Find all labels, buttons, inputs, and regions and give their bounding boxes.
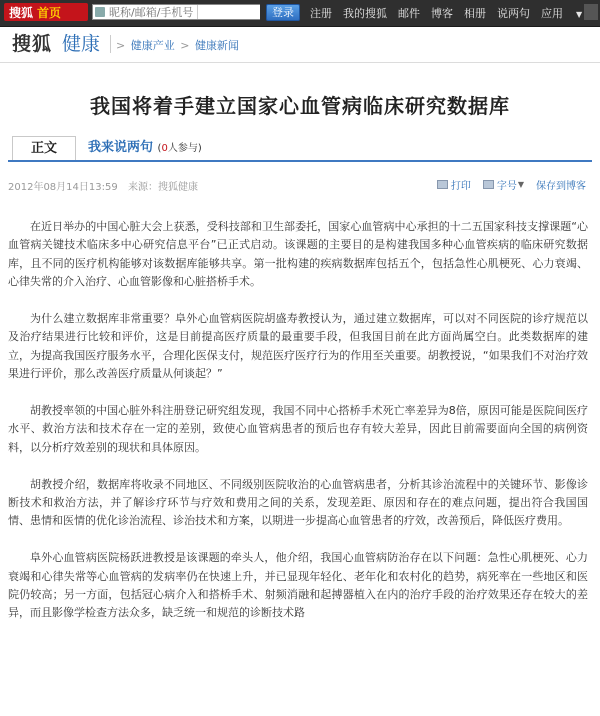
tab-main-text[interactable]: 正文	[12, 136, 76, 160]
article-paragraph: 胡教授介绍，数据库将收录不同地区、不同级别医院收治的心血管病患者，分析其诊治流程中的关键环节、影像诊断技术和救治方法，并了解诊疗环节与疗效和费用之间的关系，发现差距、原因和存在的难点问题，提出符合我国国情、患情和医情的优化诊治流程、诊治技术和方案，以期进一步提高心血管患者的疗效，改善预后，降低医疗费用。	[8, 477, 588, 528]
breadcrumb	[114, 37, 239, 53]
comment-count: (0人参与)	[157, 143, 202, 154]
font-size-icon	[483, 180, 494, 189]
scrollbar-corner[interactable]	[584, 4, 598, 20]
mail-link[interactable]: 邮件	[398, 7, 420, 20]
article-body	[8, 218, 588, 641]
print-icon	[437, 180, 448, 189]
blog-link[interactable]: 博客	[431, 7, 453, 20]
article-paragraph: 在近日举办的中国心脏大会上获悉，受科技部和卫生部委托，国家心血管病中心承担的十二五国家科技支撑课题“心血管病关键技术临床多中心研究信息平台”已正式启动。该课题的主要目的是构建我国多种心血管疾病的临床研究数据库，且不同的医疗机构能够对该数据库能够共享。第一批构建的疾病数据库包括五个，包括急性心肌梗死、心力衰竭、心律失常的介入治疗、心血管影像和心脏搭桥手术。	[8, 220, 588, 289]
save-to-blog-button[interactable]	[536, 177, 586, 192]
apps-label: 应用	[541, 7, 563, 20]
username-input[interactable]	[109, 5, 193, 19]
login-button[interactable]: 登录	[266, 4, 300, 21]
article-paragraph: 为什么建立数据库非常重要？阜外心血管病医院胡盛寿教授认为，通过建立数据库，可以对不同医院的诊疗规范以及治疗结果进行比较和评价，这是目前提高医疗质量的最重要手段，但我国目前在此方面尚属空白。此类数据库的建立，为提高我国医疗服务水平，合理化医保支付，规范医疗医疗行为的作用至关重要。胡教授说，“如果我们不对治疗效果进行评价，那么改善医疗质量从何谈起？”	[8, 312, 588, 381]
publish-date: 2012年08月14日13:59	[8, 182, 118, 193]
health-channel-logo[interactable]: 健康	[62, 33, 101, 55]
top-links	[310, 0, 593, 26]
album-link[interactable]: 相册	[464, 7, 486, 20]
breadcrumb-separator: >	[180, 39, 190, 52]
article-title: 我国将着手建立国家心血管病临床研究数据库	[90, 94, 510, 118]
my-sohu-link[interactable]: 我的搜狐	[343, 7, 387, 20]
breadcrumb-news[interactable]: 健康新闻	[194, 39, 239, 52]
top-bar	[0, 0, 600, 27]
password-input[interactable]	[197, 5, 260, 19]
sohu-home-link[interactable]	[4, 3, 88, 21]
sohu-logo: 搜狐	[9, 5, 34, 20]
user-icon	[95, 7, 105, 17]
chevron-down-icon: ▼	[576, 10, 583, 19]
article-tools	[425, 177, 586, 192]
tab-comments[interactable]	[84, 136, 202, 160]
article-paragraph: 胡教授率领的中国心脏外科注册登记研究组发现，我国不同中心搭桥手术死亡率差异为8倍，原因可能是医院间医疗水平、救治方法和技术存在一定的差别，致使心血管病患者的预后也存有较大差异，因此目前需要面向全国的病例资料，以分析疗效差别的现状和具体原因。	[8, 404, 588, 454]
comment-count-suffix: 人参与	[167, 143, 198, 154]
article-paragraph: 阜外心血管病医院杨跃进教授是该课题的牵头人，他介绍，我国心血管病防治存在以下问题：急性心肌梗死、心力衰竭和心律失常等心血管病的发病率仍在快速上升，并已显现年轻化、老年化和农村化的趋势，病死率在一些地区和医院仍较高；另一方面，包括冠心病介入和搭桥手术、射频消融和起搏器植入在内的治疗手段的治疗效果还存在较大的差异，而且影像学检查方法众多，缺乏统一和规范的诊断技术路	[8, 551, 588, 620]
channel-header	[0, 26, 600, 63]
comment-count-value: 0	[161, 143, 168, 154]
font-size-button[interactable]	[483, 177, 524, 192]
print-label: 打印	[450, 181, 471, 192]
comments-link[interactable]: 说两句	[497, 7, 530, 20]
article-meta	[8, 178, 592, 194]
article-source: 来源：搜狐健康	[128, 182, 198, 193]
tab-comments-label: 我来说两句	[88, 140, 154, 155]
header-divider	[110, 35, 111, 53]
chevron-down-icon: ▼	[517, 180, 524, 189]
home-label: 首页	[37, 5, 62, 20]
article-tabs	[8, 136, 592, 162]
save-to-blog-label: 保存到博客	[536, 181, 586, 192]
font-size-label: 字号	[496, 181, 517, 192]
breadcrumb-industry[interactable]: 健康产业	[130, 39, 175, 52]
register-link[interactable]: 注册	[310, 7, 332, 20]
breadcrumb-separator: >	[116, 39, 126, 52]
login-form	[92, 4, 260, 20]
print-button[interactable]	[437, 177, 471, 192]
sohu-channel-logo[interactable]: 搜狐	[12, 33, 53, 55]
